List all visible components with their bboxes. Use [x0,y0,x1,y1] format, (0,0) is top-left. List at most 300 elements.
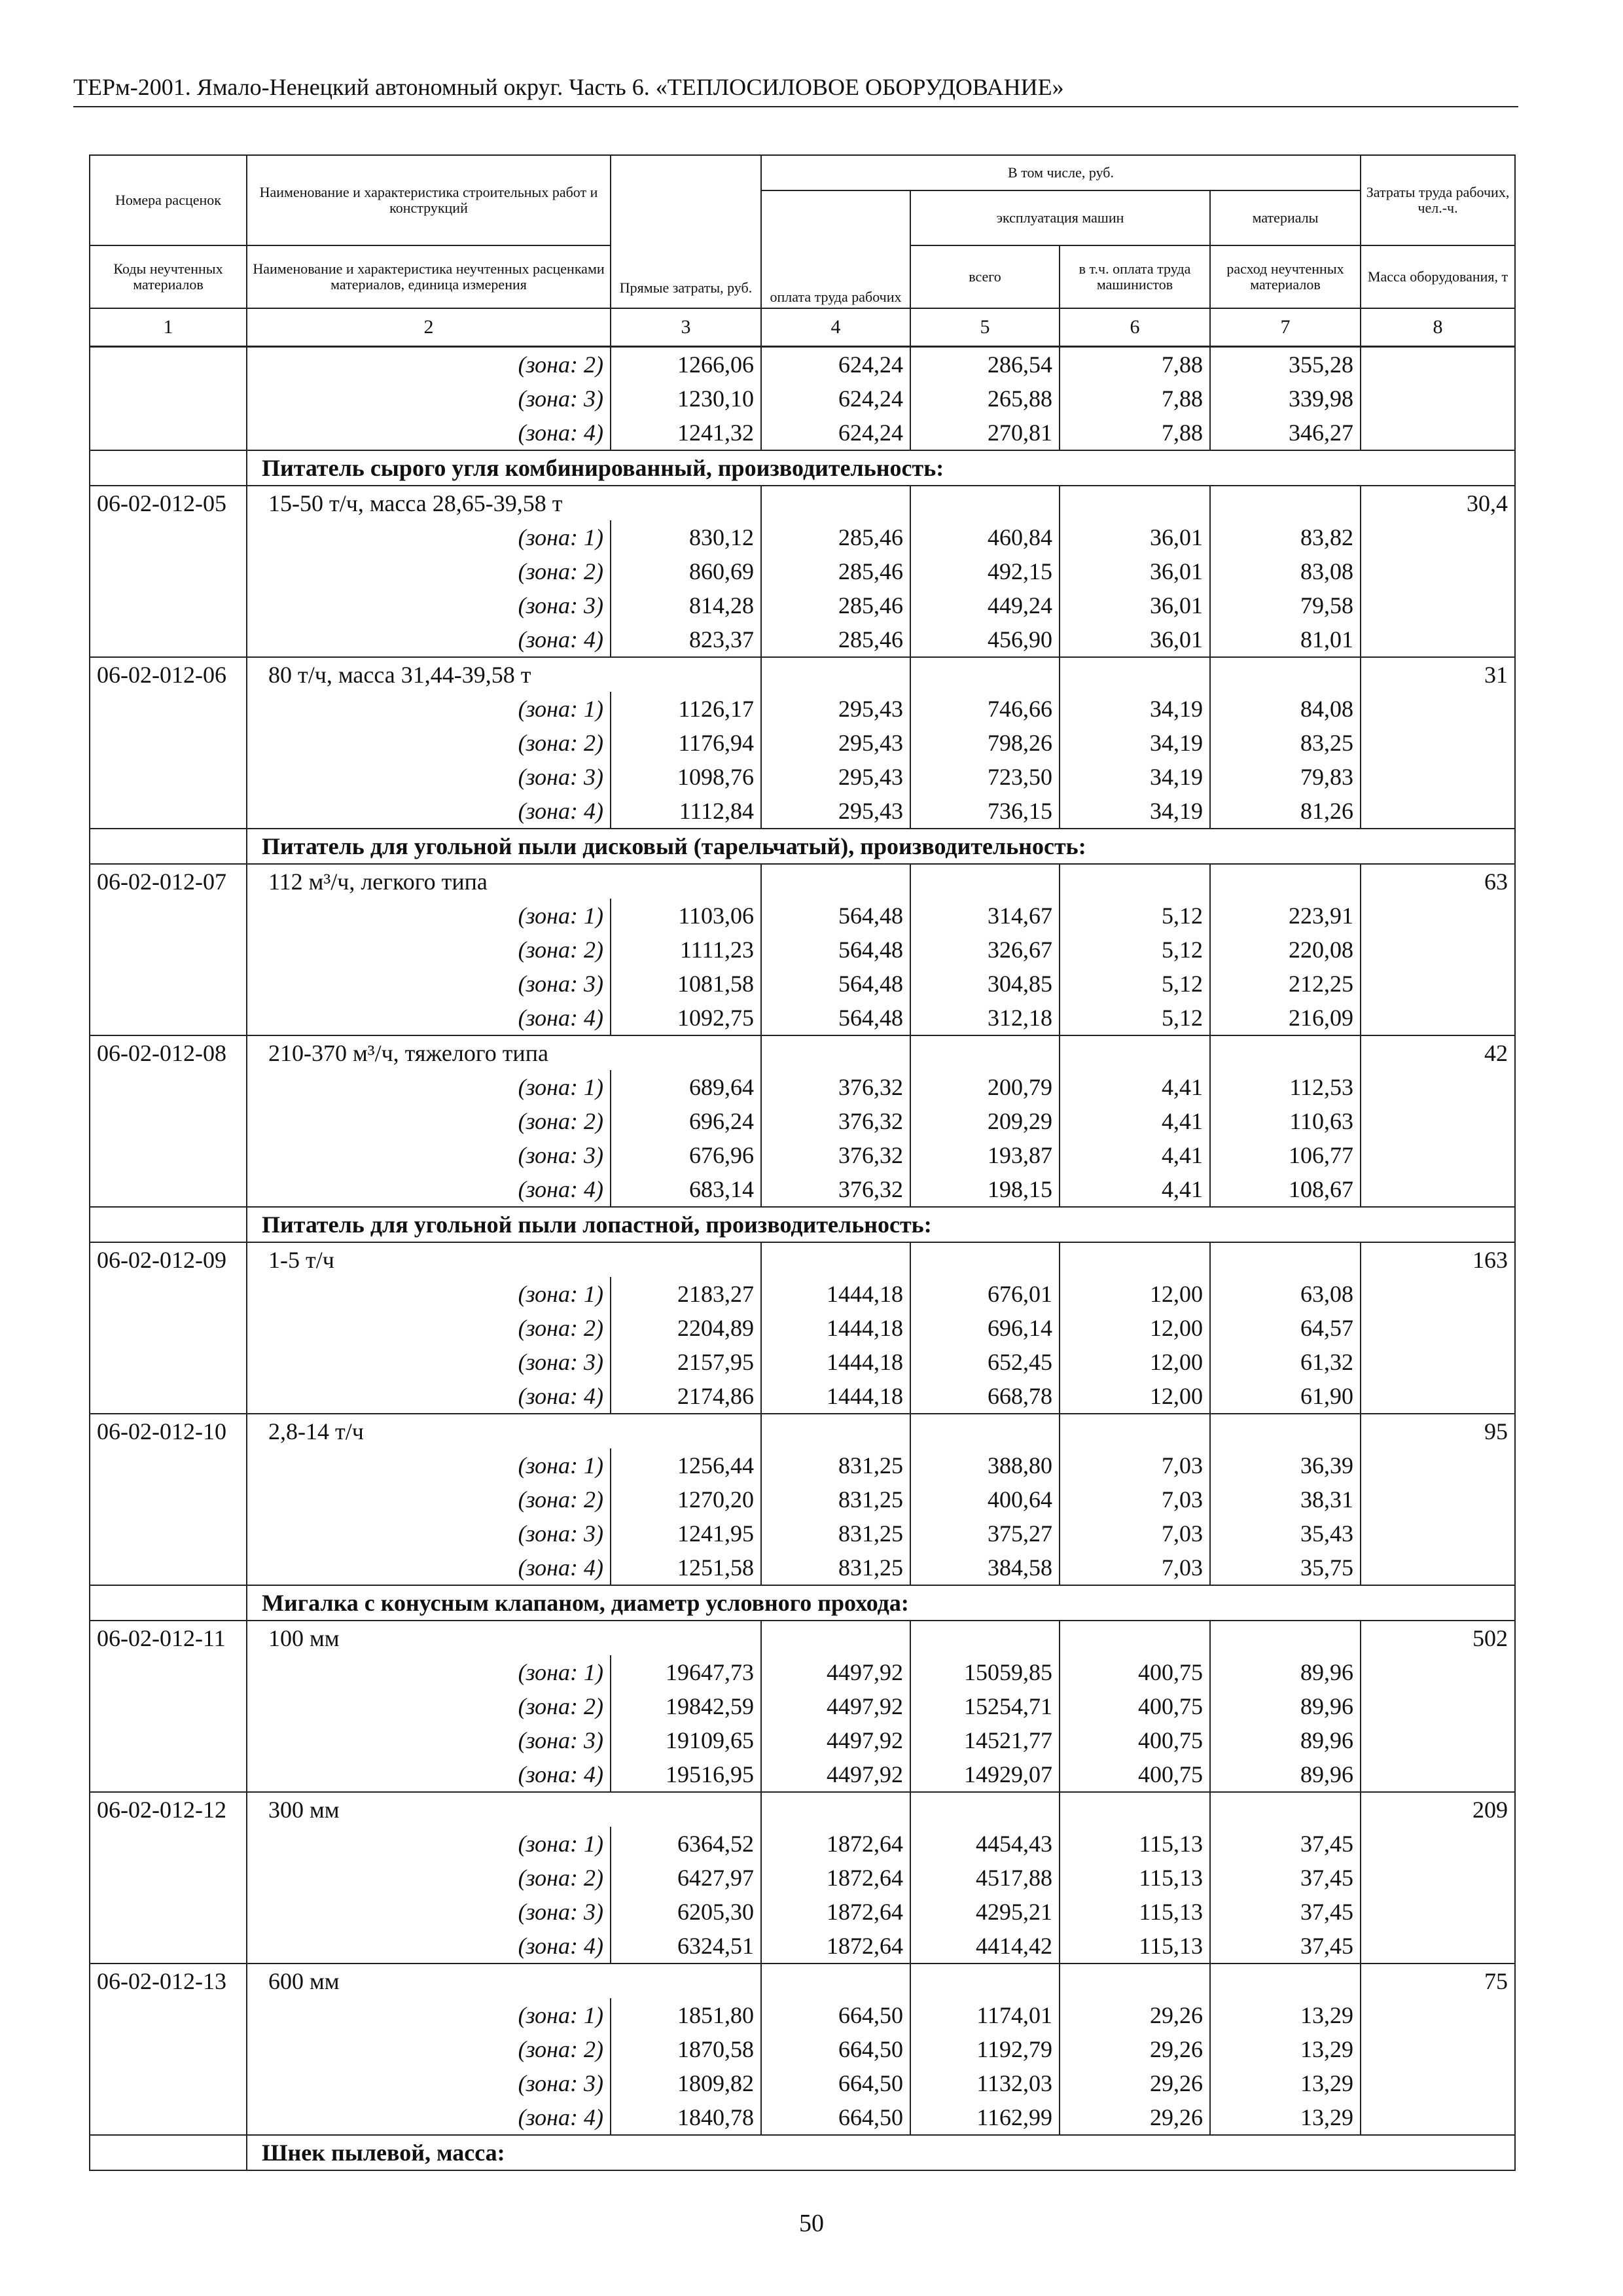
materials-cost: 83,82 [1210,520,1361,554]
zone-row [90,1172,1515,1207]
machines-total: 15254,71 [910,1689,1060,1723]
code-cell [90,726,247,760]
direct-cost: 1870,58 [611,2032,761,2066]
worker-wages: 664,50 [761,2032,910,2066]
worker-wages: 831,25 [761,1448,910,1482]
empty-cell [910,1792,1060,1827]
item-name: 210-370 м³/ч, тяжелого типа [247,1035,761,1070]
machines-total: 1192,79 [910,2032,1060,2066]
col-direct-header [611,155,761,308]
materials-cost: 81,01 [1210,622,1361,657]
empty-cell [1060,486,1210,520]
zone-row [90,1001,1515,1035]
machinist-wages: 29,26 [1060,2100,1210,2135]
direct-cost: 1241,32 [611,416,761,450]
worker-wages: 624,24 [761,347,910,382]
machines-total: 746,66 [910,692,1060,726]
item-name: 80 т/ч, масса 31,44-39,58 т [247,657,761,692]
item-row [90,1414,1515,1448]
code-cell [90,1723,247,1757]
empty-cell [761,486,910,520]
direct-cost: 1840,78 [611,2100,761,2135]
zone-row [90,382,1515,416]
section-title: Шнек пылевой, масса: [247,2135,1515,2170]
materials-cost: 37,45 [1210,1861,1361,1895]
labor-cost: 163 [1361,1242,1515,1277]
code-cell [90,1516,247,1551]
direct-cost: 823,37 [611,622,761,657]
worker-wages: 1444,18 [761,1311,910,1345]
machinist-wages: 29,26 [1060,2066,1210,2100]
machines-total: 375,27 [910,1516,1060,1551]
materials-cost: 13,29 [1210,1998,1361,2032]
col-machines-header: эксплуатация машин [910,190,1210,245]
empty-cell [1210,1621,1361,1655]
zone-label: (зона: 1) [247,1070,611,1104]
item-row [90,657,1515,692]
section-title: Мигалка с конусным клапаном, диаметр условного прохода: [247,1585,1515,1621]
machines-total: 265,88 [910,382,1060,416]
page-number: 50 [799,2210,824,2237]
direct-cost: 1098,76 [611,760,761,794]
materials-cost: 89,96 [1210,1655,1361,1689]
machinist-wages: 29,26 [1060,2032,1210,2066]
code-cell [90,554,247,588]
materials-cost: 112,53 [1210,1070,1361,1104]
worker-wages: 295,43 [761,760,910,794]
code-cell [90,1448,247,1482]
zone-label: (зона: 1) [247,1827,611,1861]
zone-label: (зона: 2) [247,1689,611,1723]
worker-wages: 831,25 [761,1516,910,1551]
machines-total: 676,01 [910,1277,1060,1311]
zone-label: (зона: 4) [247,622,611,657]
zone-row [90,1757,1515,1792]
empty-cell [1060,1621,1210,1655]
zone-row [90,1516,1515,1551]
labor-cell [1361,588,1515,622]
col-number: 1 [90,308,247,347]
empty-cell [761,1414,910,1448]
zone-row [90,1104,1515,1138]
rate-code: 06-02-012-07 [90,864,247,899]
item-row [90,1964,1515,1998]
zone-row [90,2066,1515,2100]
materials-cost: 89,96 [1210,1723,1361,1757]
column-numbers-row [90,308,1515,347]
zone-row [90,794,1515,829]
code-cell [90,1861,247,1895]
empty-cell [761,1242,910,1277]
zone-row [90,1379,1515,1414]
machines-total: 286,54 [910,347,1060,382]
machines-total: 736,15 [910,794,1060,829]
zone-label: (зона: 4) [247,1001,611,1035]
code-cell [90,622,247,657]
labor-cell [1361,1104,1515,1138]
zone-row [90,1895,1515,1929]
direct-cost: 1112,84 [611,794,761,829]
machinist-wages: 7,88 [1060,347,1210,382]
col-number: 5 [910,308,1060,347]
empty-cell [761,1035,910,1070]
machines-total: 4517,88 [910,1861,1060,1895]
machinist-wages: 7,88 [1060,382,1210,416]
labor-cost: 502 [1361,1621,1515,1655]
machinist-wages: 4,41 [1060,1138,1210,1172]
labor-cell [1361,1516,1515,1551]
machinist-wages: 34,19 [1060,726,1210,760]
col-codes-header [90,155,247,245]
empty-cell [910,1414,1060,1448]
empty-cell [910,486,1060,520]
zone-label: (зона: 1) [247,692,611,726]
materials-cost: 212,25 [1210,967,1361,1001]
item-name: 1-5 т/ч [247,1242,761,1277]
machinist-wages: 400,75 [1060,1723,1210,1757]
materials-cost: 61,90 [1210,1379,1361,1414]
worker-wages: 285,46 [761,622,910,657]
zone-row [90,622,1515,657]
machinist-wages: 400,75 [1060,1689,1210,1723]
worker-wages: 376,32 [761,1104,910,1138]
worker-wages: 1872,64 [761,1929,910,1964]
machinist-wages: 115,13 [1060,1861,1210,1895]
item-row [90,1621,1515,1655]
code-cell [90,588,247,622]
zone-label: (зона: 1) [247,1655,611,1689]
machinist-wages: 115,13 [1060,1929,1210,1964]
item-row [90,1242,1515,1277]
machines-total: 449,24 [910,588,1060,622]
labor-cell [1361,899,1515,933]
materials-cost: 89,96 [1210,1757,1361,1792]
direct-cost: 1176,94 [611,726,761,760]
section-row [90,829,1515,864]
item-row [90,1792,1515,1827]
machines-total: 14521,77 [910,1723,1060,1757]
labor-cell [1361,1998,1515,2032]
zone-row [90,1138,1515,1172]
direct-cost: 1270,20 [611,1482,761,1516]
worker-wages: 285,46 [761,588,910,622]
worker-wages: 664,50 [761,1998,910,2032]
worker-wages: 564,48 [761,1001,910,1035]
machinist-wages: 7,03 [1060,1516,1210,1551]
machinist-wages: 12,00 [1060,1311,1210,1345]
labor-cell [1361,1138,1515,1172]
worker-wages: 295,43 [761,726,910,760]
materials-cost: 339,98 [1210,382,1361,416]
labor-cell [1361,933,1515,967]
labor-cell [1361,1311,1515,1345]
col-labor-header [1361,155,1515,245]
materials-cost: 35,43 [1210,1516,1361,1551]
empty-cell [1210,1792,1361,1827]
code-cell [90,382,247,416]
direct-cost: 1256,44 [611,1448,761,1482]
direct-cost: 1251,58 [611,1551,761,1585]
worker-wages: 376,32 [761,1172,910,1207]
col-name-sub: Наименование и характеристика неучтенных расценками материалов, единица измерения [247,245,611,308]
direct-cost: 6324,51 [611,1929,761,1964]
empty-cell [910,1242,1060,1277]
empty-cell [761,1964,910,1998]
code-cell [90,2032,247,2066]
code-cell [90,1138,247,1172]
labor-cell [1361,1861,1515,1895]
zone-label: (зона: 2) [247,554,611,588]
materials-cost: 64,57 [1210,1311,1361,1345]
zone-label: (зона: 4) [247,1379,611,1414]
zone-row [90,726,1515,760]
direct-cost: 814,28 [611,588,761,622]
direct-cost: 1241,95 [611,1516,761,1551]
empty-cell [1060,1242,1210,1277]
labor-cell [1361,794,1515,829]
worker-wages: 664,50 [761,2100,910,2135]
machines-total: 723,50 [910,760,1060,794]
labor-cell [1361,382,1515,416]
zone-label: (зона: 3) [247,1723,611,1757]
direct-cost: 689,64 [611,1070,761,1104]
direct-cost: 6205,30 [611,1895,761,1929]
worker-wages: 4497,92 [761,1757,910,1792]
machinist-wages: 7,03 [1060,1448,1210,1482]
empty-cell [1210,864,1361,899]
materials-cost: 13,29 [1210,2100,1361,2135]
zone-row [90,1311,1515,1345]
code-cell [90,1345,247,1379]
worker-wages: 4497,92 [761,1655,910,1689]
labor-cell [1361,1723,1515,1757]
code-cell [90,933,247,967]
code-cell [90,1929,247,1964]
worker-wages: 295,43 [761,794,910,829]
machines-total: 652,45 [910,1345,1060,1379]
col-direct-label: Прямые затраты, руб. [619,279,753,296]
col-name-header [247,155,611,245]
code-cell [90,1379,247,1414]
empty-cell [1210,486,1361,520]
col-name-label: Наименование и характеристика строительных работ и конструкций [259,184,598,216]
machines-total: 456,90 [910,622,1060,657]
machines-total: 4454,43 [910,1827,1060,1861]
machines-total: 798,26 [910,726,1060,760]
zone-label: (зона: 1) [247,520,611,554]
zone-row [90,1277,1515,1311]
code-cell [90,1482,247,1516]
rate-code: 06-02-012-06 [90,657,247,692]
materials-cost: 36,39 [1210,1448,1361,1482]
code-cell [90,1311,247,1345]
code-cell [90,2135,247,2170]
zone-label: (зона: 2) [247,1861,611,1895]
col-labor-label: Затраты труда рабочих, чел.-ч. [1366,184,1510,216]
zone-label: (зона: 2) [247,933,611,967]
direct-cost: 830,12 [611,520,761,554]
materials-cost: 223,91 [1210,899,1361,933]
zone-row [90,1689,1515,1723]
materials-cost: 37,45 [1210,1895,1361,1929]
machines-total: 4295,21 [910,1895,1060,1929]
zone-label: (зона: 2) [247,1104,611,1138]
rates-table [89,154,1516,2171]
zone-label: (зона: 4) [247,1929,611,1964]
rate-code: 06-02-012-10 [90,1414,247,1448]
labor-cell [1361,1757,1515,1792]
machinist-wages: 36,01 [1060,622,1210,657]
machines-total: 1132,03 [910,2066,1060,2100]
labor-cost: 95 [1361,1414,1515,1448]
materials-cost: 63,08 [1210,1277,1361,1311]
labor-cell [1361,1277,1515,1311]
labor-cell [1361,416,1515,450]
worker-wages: 1872,64 [761,1895,910,1929]
code-cell [90,760,247,794]
zone-label: (зона: 2) [247,347,611,382]
col-number: 7 [1210,308,1361,347]
zone-label: (зона: 2) [247,1311,611,1345]
direct-cost: 2204,89 [611,1311,761,1345]
direct-cost: 860,69 [611,554,761,588]
zone-label: (зона: 4) [247,416,611,450]
code-cell [90,967,247,1001]
code-cell [90,1585,247,1621]
worker-wages: 1872,64 [761,1861,910,1895]
item-row [90,864,1515,899]
section-title: Питатель сырого угля комбинированный, производительность: [247,450,1515,486]
labor-cell [1361,967,1515,1001]
labor-cell [1361,760,1515,794]
col-number: 4 [761,308,910,347]
worker-wages: 1444,18 [761,1277,910,1311]
labor-cell [1361,1551,1515,1585]
zone-row [90,1551,1515,1585]
code-cell [90,2100,247,2135]
zone-label: (зона: 1) [247,899,611,933]
section-title: Питатель для угольной пыли лопастной, производительность: [247,1207,1515,1242]
labor-cell [1361,1345,1515,1379]
labor-cost: 30,4 [1361,486,1515,520]
machinist-wages: 5,12 [1060,933,1210,967]
machinist-wages: 34,19 [1060,760,1210,794]
materials-cost: 216,09 [1210,1001,1361,1035]
direct-cost: 676,96 [611,1138,761,1172]
empty-cell [910,1035,1060,1070]
empty-cell [761,1792,910,1827]
zone-row [90,899,1515,933]
empty-cell [761,657,910,692]
materials-cost: 37,45 [1210,1929,1361,1964]
materials-cost: 355,28 [1210,347,1361,382]
empty-cell [1060,1414,1210,1448]
direct-cost: 683,14 [611,1172,761,1207]
col-codes-sub: Коды неучтенных материалов [90,245,247,308]
worker-wages: 1444,18 [761,1345,910,1379]
zone-row [90,1482,1515,1516]
zone-row [90,1827,1515,1861]
zone-row [90,1655,1515,1689]
machines-total: 312,18 [910,1001,1060,1035]
code-cell [90,1104,247,1138]
section-row [90,1207,1515,1242]
labor-cell [1361,1482,1515,1516]
zone-row [90,1861,1515,1895]
zone-row [90,1070,1515,1104]
zone-label: (зона: 3) [247,967,611,1001]
empty-cell [761,864,910,899]
labor-cost: 63 [1361,864,1515,899]
machines-total: 15059,85 [910,1655,1060,1689]
empty-cell [1060,1964,1210,1998]
table-header [90,155,1515,347]
machinist-wages: 5,12 [1060,1001,1210,1035]
section-row [90,2135,1515,2170]
zone-label: (зона: 3) [247,382,611,416]
machinist-wages: 115,13 [1060,1827,1210,1861]
machinist-wages: 34,19 [1060,692,1210,726]
empty-cell [1210,657,1361,692]
code-cell [90,1207,247,1242]
labor-cell [1361,1929,1515,1964]
machines-total: 384,58 [910,1551,1060,1585]
direct-cost: 1126,17 [611,692,761,726]
rate-code: 06-02-012-08 [90,1035,247,1070]
worker-wages: 376,32 [761,1138,910,1172]
labor-cell [1361,1827,1515,1861]
materials-cost: 38,31 [1210,1482,1361,1516]
labor-cost: 31 [1361,657,1515,692]
worker-wages: 664,50 [761,2066,910,2100]
machinist-wages: 4,41 [1060,1104,1210,1138]
item-name: 15-50 т/ч, масса 28,65-39,58 т [247,486,761,520]
materials-cost: 84,08 [1210,692,1361,726]
zone-label: (зона: 1) [247,1277,611,1311]
worker-wages: 376,32 [761,1070,910,1104]
col-including-header: В том числе, руб. [761,155,1361,190]
labor-cell [1361,1070,1515,1104]
labor-cell [1361,692,1515,726]
machinist-wages: 36,01 [1060,520,1210,554]
machines-total: 4414,42 [910,1929,1060,1964]
machines-total: 460,84 [910,520,1060,554]
col-number: 2 [247,308,611,347]
materials-cost: 37,45 [1210,1827,1361,1861]
machinist-wages: 4,41 [1060,1172,1210,1207]
labor-cell [1361,1448,1515,1482]
empty-cell [910,657,1060,692]
worker-wages: 4497,92 [761,1689,910,1723]
direct-cost: 1266,06 [611,347,761,382]
materials-cost: 89,96 [1210,1689,1361,1723]
zone-row [90,1929,1515,1964]
code-cell [90,1551,247,1585]
zone-label: (зона: 2) [247,2032,611,2066]
col-machines-wages: в т.ч. оплата труда машинистов [1060,245,1210,308]
machinist-wages: 12,00 [1060,1379,1210,1414]
machines-total: 304,85 [910,967,1060,1001]
labor-cell [1361,2100,1515,2135]
direct-cost: 6364,52 [611,1827,761,1861]
labor-cell [1361,1379,1515,1414]
machinist-wages: 400,75 [1060,1757,1210,1792]
machinist-wages: 7,03 [1060,1551,1210,1585]
zone-label: (зона: 3) [247,760,611,794]
empty-cell [1210,1242,1361,1277]
empty-cell [1210,1414,1361,1448]
direct-cost: 1081,58 [611,967,761,1001]
